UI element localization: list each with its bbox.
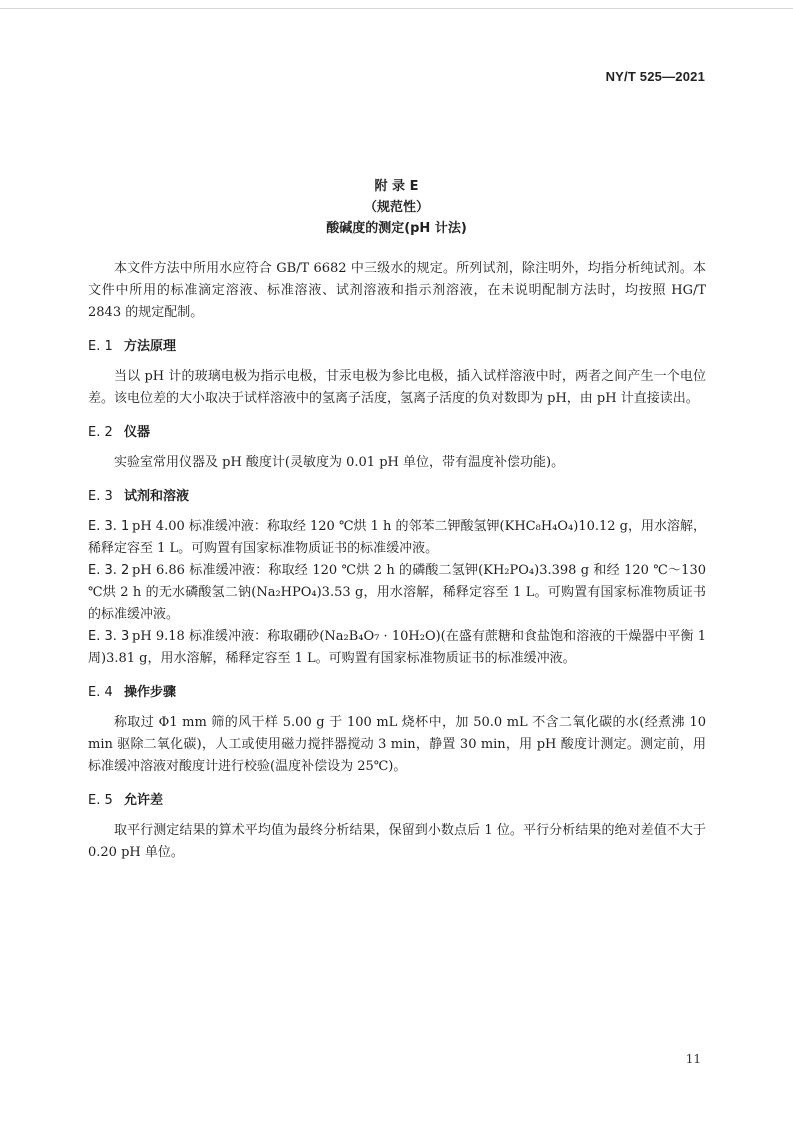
item-text: pH 6.86 标准缓冲液：称取经 120 ℃烘 2 h 的磷酸二氢钾(KH₂PO₄)3.398 g 和经 120 ℃～130 ℃烘 2 h 的无水磷酸氢二钠(Na₂HPO₄)3.53 g，用水溶解，稀释定容至 1 L。可购置有国家标准物质证书的标准缓冲液。: [88, 563, 706, 622]
item-number: E. 3. 2: [88, 563, 130, 578]
reagent-item: [88, 626, 706, 670]
section-number: E. 1: [88, 339, 113, 354]
section-title: 仪器: [124, 425, 151, 440]
section-e2-text: 实验室常用仪器及 pH 酸度计(灵敏度为 0.01 pH 单位，带有温度补偿功能)。: [114, 455, 565, 470]
appendix-title: 附 录 E: [374, 179, 419, 194]
section-title: 允许差: [124, 793, 164, 808]
section-title: 试剂和溶液: [124, 489, 190, 504]
item-text: pH 4.00 标准缓冲液：称取经 120 ℃烘 1 h 的邻苯二钾酸氢钾(KHC₈H₄O₄)10.12 g，用水溶解，稀释定容至 1 L。可购置有国家标准物质证书的标准缓冲液。: [88, 519, 706, 556]
section-e4-text: 称取过 Φ1 mm 筛的风干样 5.00 g 于 100 mL 烧杯中，加 50.0 mL 不含二氧化碳的水(经煮沸 10 min 驱除二氧化碳)，人工或使用磁力搅拌器搅动 3 min，静置 30 min，用 pH 酸度计测定。测定前，用标准缓冲溶液对酸度计进行校验(温度补偿设为 25℃)。: [88, 715, 706, 774]
section-e2-heading: [88, 422, 706, 444]
section-e5-text: 取平行测定结果的算术平均值为最终分析结果，保留到小数点后 1 位。平行分析结果的绝对差值不大于 0.20 pH 单位。: [88, 823, 706, 860]
standard-code: NY/T 525—2021: [605, 69, 705, 84]
section-number: E. 5: [88, 793, 113, 808]
section-title: 操作步骤: [124, 685, 177, 700]
section-e3-heading: [88, 486, 706, 508]
document-body: [88, 258, 706, 864]
item-text: pH 9.18 标准缓冲液：称取硼砂(Na₂B₄O₇ · 10H₂O)(在盛有蔗糖和食盐饱和溶液的干燥器中平衡 1 周)3.81 g，用水溶解，稀释定容至 1 L。可购置有国家标准物质证书的标准缓冲液。: [88, 629, 706, 666]
section-title: 方法原理: [124, 339, 177, 354]
section-number: E. 3: [88, 489, 113, 504]
reagent-item: [88, 516, 706, 560]
item-number: E. 3. 3: [88, 629, 130, 644]
page-number: 11: [685, 1052, 701, 1066]
appendix-name: 酸碱度的测定(pH 计法): [326, 221, 467, 236]
reagent-item: [88, 560, 706, 626]
section-e1-heading: [88, 336, 706, 358]
section-number: E. 2: [88, 425, 113, 440]
section-e5-heading: [88, 790, 706, 812]
section-e4-heading: [88, 682, 706, 704]
item-number: E. 3. 1: [88, 519, 130, 534]
intro-paragraph: 本文件方法中所用水应符合 GB/T 6682 中三级水的规定。所列试剂，除注明外，均指分析纯试剂。本文件中所用的标准滴定溶液、标准溶液、试剂溶液和指示剂溶液，在未说明配制方法时，均按照 HG/T 2843 的规定配制。: [88, 261, 706, 320]
appendix-nature: （规范性）: [363, 200, 429, 215]
page-top-edge: [0, 8, 793, 9]
appendix-heading: [0, 176, 793, 239]
section-e1-text: 当以 pH 计的玻璃电极为指示电极，甘汞电极为参比电极，插入试样溶液中时，两者之间产生一个电位差。该电位差的大小取决于试样溶液中的氢离子活度，氢离子活度的负对数即为 pH，由 pH 计直接读出。: [88, 369, 706, 406]
section-number: E. 4: [88, 685, 113, 700]
